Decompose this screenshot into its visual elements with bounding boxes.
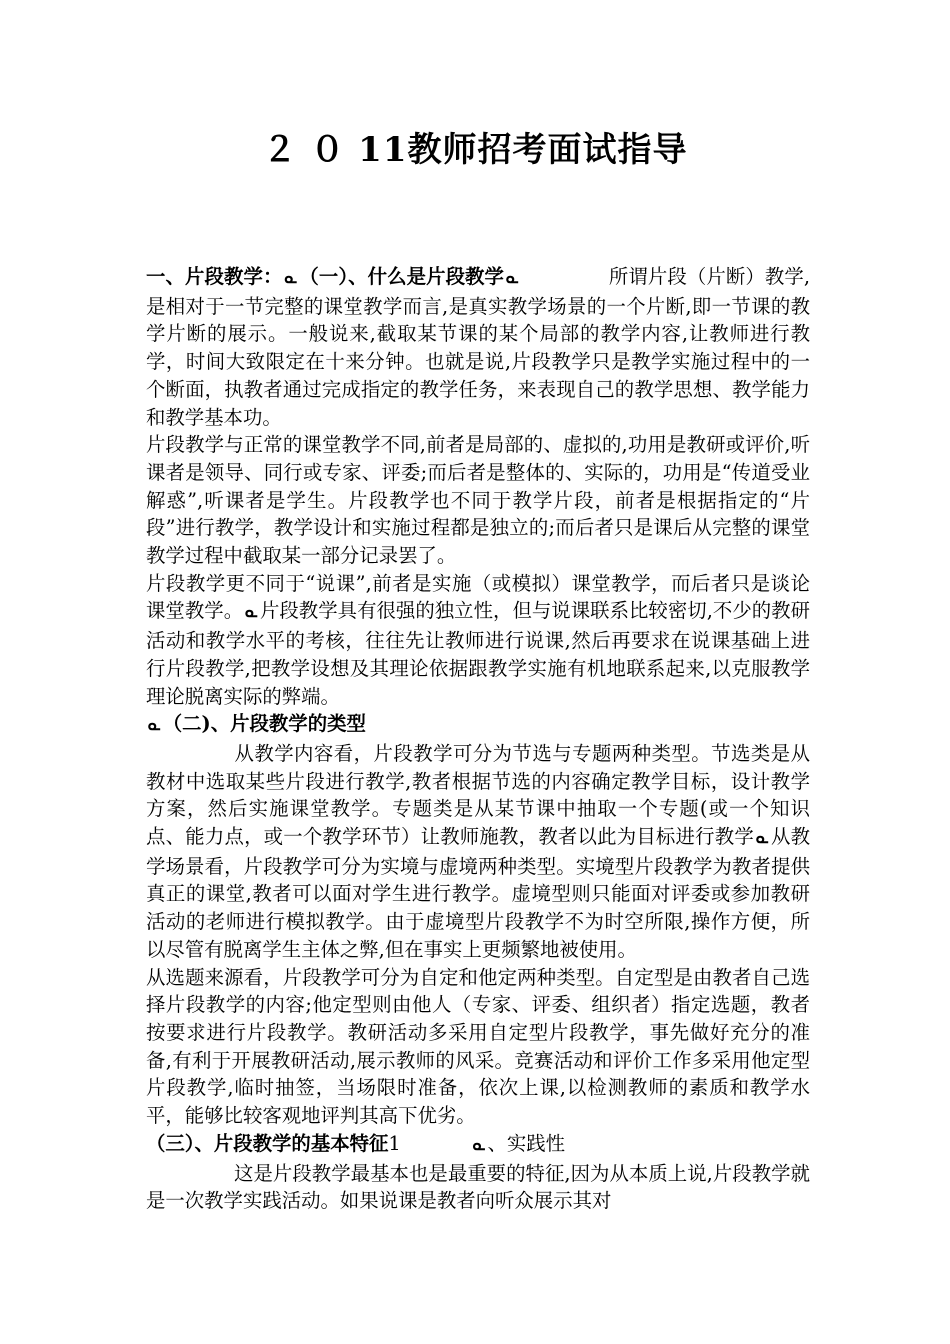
paragraph-1: 所谓片段（片断）教学,是相对于一节完整的课堂教学而言,是真实教学场景的一个片断,即一节课的教学片断的展示。一般说来,截取某节课的某个局部的教学内容,让教师进行教学，时间大致限定在十来分钟。也就是说,片段教学只是教学实施过程中的一个断面，执教者通过完成指定的教学任务，来表现自己的教学思想、教学能力和教学基本功。 [146, 265, 811, 429]
bullet-mark-icon: ᓇ [245, 603, 258, 622]
section-2-heading: （二)、片段教学的类型 [162, 712, 366, 736]
bullet-mark-icon: ᓇ [756, 829, 769, 848]
paragraph-4-part-b: 从教学场景看，片段教学可分为实境与虚境两种类型。实境型片段教学为教者提供真正的课堂,教者可以面对学生进行教学。虚境型则只能面对评委或参加教研活动的老师进行模拟教学。由于虚境型片段教学不为时空所限,操作方便，所以尽管有脱离学生主体之弊,但在事实上更频繁地被使用。 [146, 825, 811, 961]
paragraph-5: 从选题来源看，片段教学可分为自定和他定两种类型。自定型是由教者自己选择片段教学的内容;他定型则由他人（专家、评委、组织者）指定选题，教者按要求进行片段教学。教研活动多采用自定型片段教学，事先做好充分的准备,有利于开展教研活动,展示教师的风采。竞赛活动和评价工作多采用他定型片段教学,临时抽签，当场限时准备，依次上课,以检测教师的素质和教学水平，能够比较客观地评判其高下优劣。 [146, 965, 810, 1128]
bullet-mark-icon: ᓇ [284, 269, 298, 287]
paragraph-4 [146, 740, 810, 964]
paragraph-3 [146, 570, 810, 711]
section-1-subheading: （一）、什么是片段教学 [299, 265, 505, 288]
section-3-line [146, 1130, 810, 1160]
document-body [146, 263, 810, 1215]
section-3-heading: （三）、片段教学的基本特征 [146, 1131, 389, 1155]
paragraph-3-part-b: 片段教学具有很强的独立性，但与说课联系比较密切,不少的教研活动和教学水平的考核，往往先让教师进行说课,然后再要求在说课基础上进行片段教学,把教学设想及其理论依据跟教学实施有机地联系起来,以克服教学理论脱离实际的弊端。 [146, 599, 810, 708]
section-3-item: 、实践性 [487, 1131, 566, 1155]
section-1-heading: 一、片段教学： [146, 265, 283, 288]
paragraph-3-part-a: 片段教学更不同于“说课”,前者是实施（或模拟）课堂教学，而后者只是谈论课堂教学。 [146, 571, 810, 623]
bullet-mark-icon: ᓇ [506, 269, 519, 287]
section-3-number: 1 [388, 1131, 401, 1155]
paragraph-6-text: 这是片段教学最基本也是最重要的特征,因为从本质上说,片段教学就是一次教学实践活动。如果说课是教者向听众展示其对 [146, 1161, 810, 1213]
section-2-line [146, 710, 810, 740]
bullet-mark-icon: ᓇ [472, 1135, 486, 1154]
paragraph-2: 片段教学与正常的课堂教学不同,前者是局部的、虚拟的,功用是教研或评价,听课者是领导、同行或专家、评委;而后者是整体的、实际的，功用是“传道受业解惑”,听课者是学生。片段教学也不同于教学片段，前者是根据指定的“片段”进行教学，教学设计和实施过程都是独立的;而后者只是课后从完整的课堂教学过程中截取某一部分记录罢了。 [146, 433, 810, 568]
bullet-mark-icon: ᓇ [148, 716, 161, 735]
paragraph-4-part-a: 从教学内容看，片段教学可分为节选与专题两种类型。节选类是从教材中选取某些片段进行教学,教者根据节选的内容确定教学目标，设计教学方案，然后实施课堂教学。专题类是从某节课中抽取一个专题(或一个知识点、能力点，或一个教学环节）让教师施教，教者以此为目标进行教学 [146, 741, 810, 849]
paragraph-6 [146, 1160, 810, 1215]
document-title: ２ ０ 11教师招考面试指导 [262, 130, 688, 170]
section-1-line [146, 263, 810, 431]
